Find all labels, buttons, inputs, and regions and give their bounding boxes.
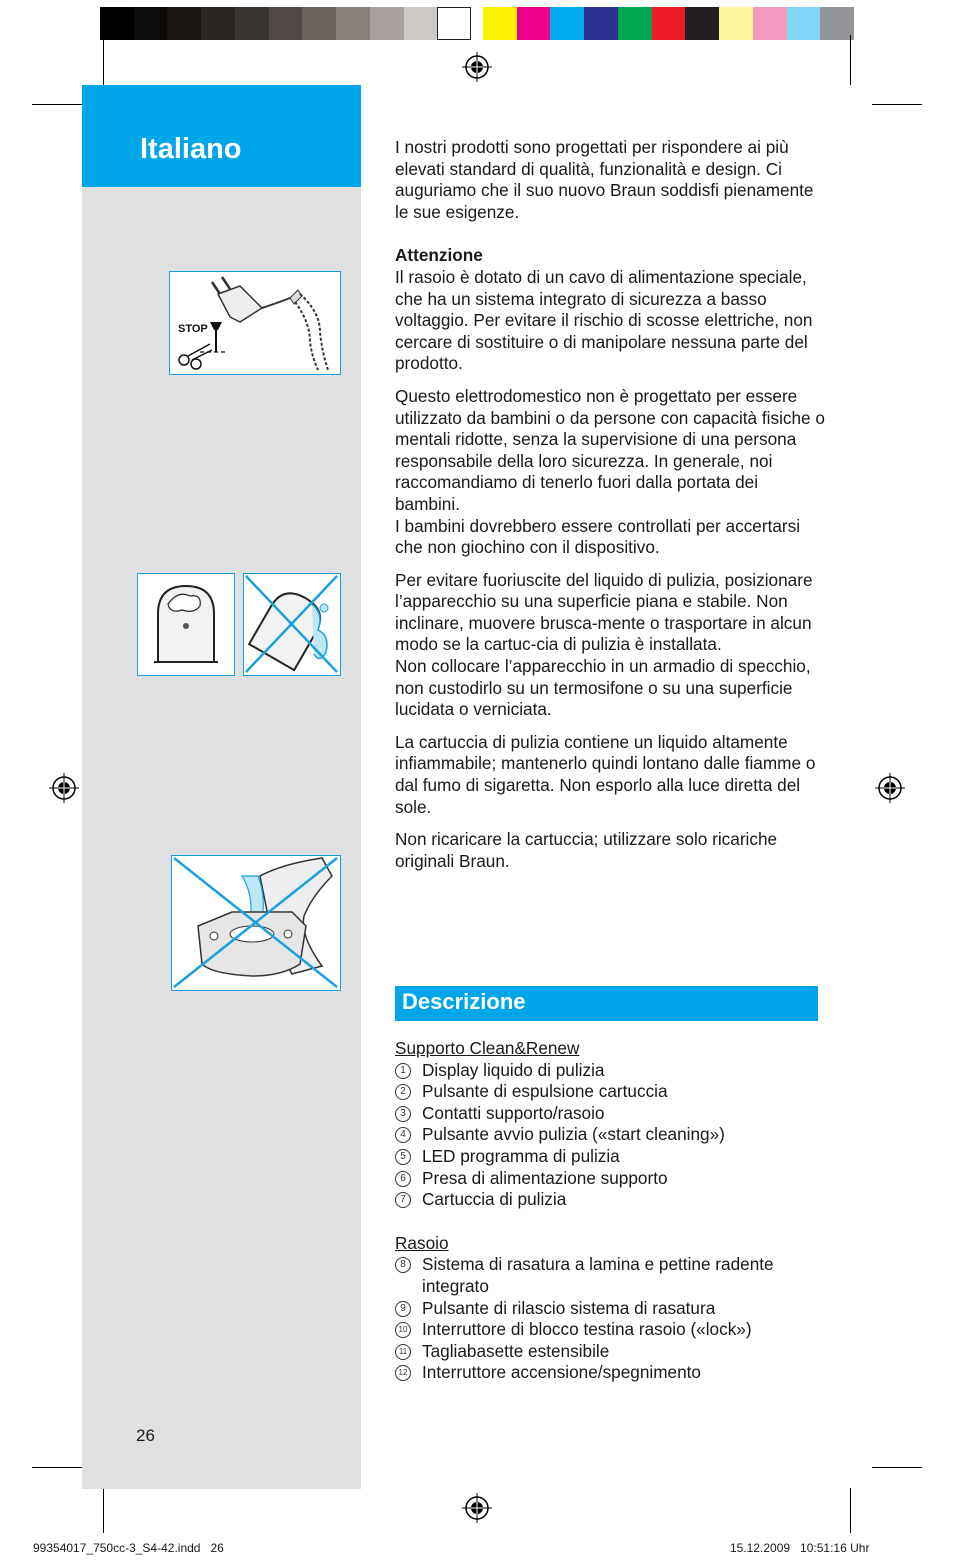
item-label: Contatti supporto/rasoio: [422, 1102, 605, 1123]
list-item: [395, 1189, 825, 1211]
color-swatch: [787, 7, 821, 40]
item-label: Cartuccia di pulizia: [422, 1189, 567, 1210]
item-number: 11: [395, 1344, 411, 1360]
color-swatch: [719, 7, 753, 40]
item-label: Pulsante di espulsione cartuccia: [422, 1081, 668, 1102]
children-paragraph-2: I bambini dovrebbero essere controllati per accertarsi che non giochino con il dispositivo.: [395, 515, 801, 558]
item-number: 2: [395, 1084, 411, 1100]
description-title: Descrizione: [402, 989, 526, 1014]
list-item: [395, 1124, 825, 1146]
item-label: Sistema di rasatura a lamina e pettine radente integrato: [422, 1254, 774, 1296]
color-swatch: [652, 7, 686, 40]
item-number-badge: [395, 1319, 422, 1338]
tilted-unit-spill-crossed-icon: [244, 574, 339, 674]
item-number-badge: [395, 1298, 422, 1317]
item-label: Tagliabasette estensibile: [422, 1340, 610, 1361]
color-swatch: [483, 7, 517, 40]
color-swatch: [167, 7, 201, 40]
list-item: [395, 1146, 825, 1168]
list-item: [395, 1319, 825, 1341]
footer-file-info: 99354017_750cc-3_S4-42.indd 26: [33, 1541, 224, 1555]
color-swatch: [550, 7, 584, 40]
children-paragraph: Questo elettrodomestico non è progettato per essere utilizzato da bambini o da persone con capacità fisiche o mentali ridotte, senza la supervisione di una persona responsabile della loro sicurezza. In generale, noi raccomandiamo di tenerlo fuori dalla portata dei bambini.: [395, 385, 825, 514]
color-swatch: [404, 7, 438, 40]
refill-paragraph: Non ricaricare la cartuccia; utilizzare solo ricariche originali Braun.: [395, 829, 778, 871]
description-group: [395, 1233, 825, 1384]
item-number-badge: [395, 1124, 422, 1143]
item-number: 4: [395, 1127, 411, 1143]
item-number: 9: [395, 1301, 411, 1317]
item-number: 8: [395, 1257, 411, 1273]
item-number-badge: [395, 1341, 422, 1360]
color-swatch: [437, 7, 471, 40]
figure-unit-upright: [137, 573, 235, 676]
color-swatch: [618, 7, 652, 40]
spill-paragraph: Per evitare fuoriuscite del liquido di pulizia, posizionare l’apparecchio su una superficie piana e stabile. Non inclinare, muovere brusca-mente o trasportare in alcun modo se la cartuc-cia di pulizia è installata.: [395, 569, 813, 655]
list-item: [395, 1060, 825, 1082]
crop-mark: [32, 104, 82, 105]
item-number-badge: [395, 1362, 422, 1381]
item-number: 5: [395, 1149, 411, 1165]
crop-mark: [850, 35, 851, 85]
crop-mark: [32, 1467, 82, 1468]
item-number: 10: [395, 1322, 411, 1338]
color-swatch: [336, 7, 370, 40]
list-item: [395, 1341, 825, 1363]
figure-refill-crossed: [171, 855, 341, 991]
item-number: 12: [395, 1365, 411, 1381]
crop-mark: [103, 35, 104, 85]
upright-unit-icon: [138, 574, 233, 674]
color-swatch: [517, 7, 551, 40]
spill-paragraph-2: Non collocare l’apparecchio in un armadio di specchio, non custodirlo su un termosifone o su una superficie lucidata o verniciata.: [395, 656, 811, 720]
crop-mark: [850, 1488, 851, 1533]
figure-plug-warning: [169, 271, 341, 375]
item-label: Pulsante di rilascio sistema di rasatura: [422, 1297, 716, 1318]
group-heading: Supporto Clean&Renew: [395, 1038, 580, 1058]
children-section: [395, 386, 825, 559]
attention-paragraph: Il rasoio è dotato di un cavo di alimentazione speciale, che ha un sistema integrato di sicurezza a basso voltaggio. Per evitare il rischio di scosse elettriche, non cercare di sostituire o di manipolare nessuna parte del prodotto.: [395, 266, 813, 374]
item-label: Interruttore accensione/spegnimento: [422, 1362, 701, 1383]
item-number-badge: [395, 1081, 422, 1100]
item-number-badge: [395, 1103, 422, 1122]
color-swatch: [820, 7, 854, 40]
item-number-badge: [395, 1146, 422, 1165]
color-swatch: [753, 7, 787, 40]
item-number-badge: [395, 1168, 422, 1187]
registration-mark-icon: [49, 773, 79, 803]
attention-heading: Attenzione: [395, 245, 483, 266]
description-list: [395, 1038, 825, 1406]
list-item: [395, 1362, 825, 1384]
color-swatch: [685, 7, 719, 40]
figure-unit-tilted-crossed: [243, 573, 341, 676]
color-swatch: [302, 7, 336, 40]
item-label: LED programma di pulizia: [422, 1145, 620, 1166]
plug-stop-scissors-icon: [170, 272, 339, 373]
spill-section: [395, 570, 825, 721]
item-number-badge: [395, 1060, 422, 1079]
flammable-paragraph: La cartuccia di pulizia contiene un liquido altamente infiammabile; mantenerlo quindi lontano dalle fiamme o dal fumo di sigaretta. Non esporlo alla luce diretta del sole.: [395, 731, 816, 817]
item-label: Presa di alimentazione supporto: [422, 1167, 668, 1188]
list-item: [395, 1103, 825, 1125]
item-label: Pulsante avvio pulizia («start cleaning»): [422, 1124, 725, 1145]
item-number: 3: [395, 1106, 411, 1122]
description-group: [395, 1038, 825, 1211]
list-item: [395, 1298, 825, 1320]
item-number: 7: [395, 1192, 411, 1208]
item-number: 1: [395, 1063, 411, 1079]
item-number-badge: [395, 1189, 422, 1208]
color-swatch: [584, 7, 618, 40]
page-number: 26: [136, 1426, 155, 1445]
crop-mark: [872, 104, 922, 105]
registration-mark-icon: [462, 52, 492, 82]
color-swatch: [269, 7, 303, 40]
list-item: [395, 1254, 825, 1297]
registration-mark-icon: [462, 1493, 492, 1523]
main-text-column: [395, 137, 825, 883]
intro-paragraph: I nostri prodotti sono progettati per rispondere ai più elevati standard di qualità, funzionalità e design. Ci auguriamo che il suo nuovo Braun soddisfi pienamente le sue esigenze.: [395, 137, 814, 222]
item-label: Display liquido di pulizia: [422, 1059, 605, 1080]
crop-mark: [103, 1488, 104, 1533]
page-title: Italiano: [140, 133, 242, 165]
crop-mark: [872, 1467, 922, 1468]
item-number: 6: [395, 1171, 411, 1187]
color-swatch: [100, 7, 134, 40]
color-swatch: [235, 7, 269, 40]
attention-section: [395, 245, 825, 375]
registration-mark-icon: [875, 773, 905, 803]
color-swatch: [201, 7, 235, 40]
colorbar-gap: [471, 7, 483, 42]
color-swatch: [370, 7, 404, 40]
list-item: [395, 1168, 825, 1190]
footer-timestamp: 15.12.2009 10:51:16 Uhr: [730, 1541, 870, 1555]
list-item: [395, 1081, 825, 1103]
item-label: Interruttore di blocco testina rasoio («lock»): [422, 1319, 752, 1340]
color-swatch: [134, 7, 168, 40]
item-number-badge: [395, 1254, 422, 1273]
refill-crossed-icon: [172, 856, 339, 989]
color-calibration-bar: [100, 7, 854, 42]
group-heading: Rasoio: [395, 1232, 449, 1253]
stop-label: STOP: [178, 323, 208, 335]
